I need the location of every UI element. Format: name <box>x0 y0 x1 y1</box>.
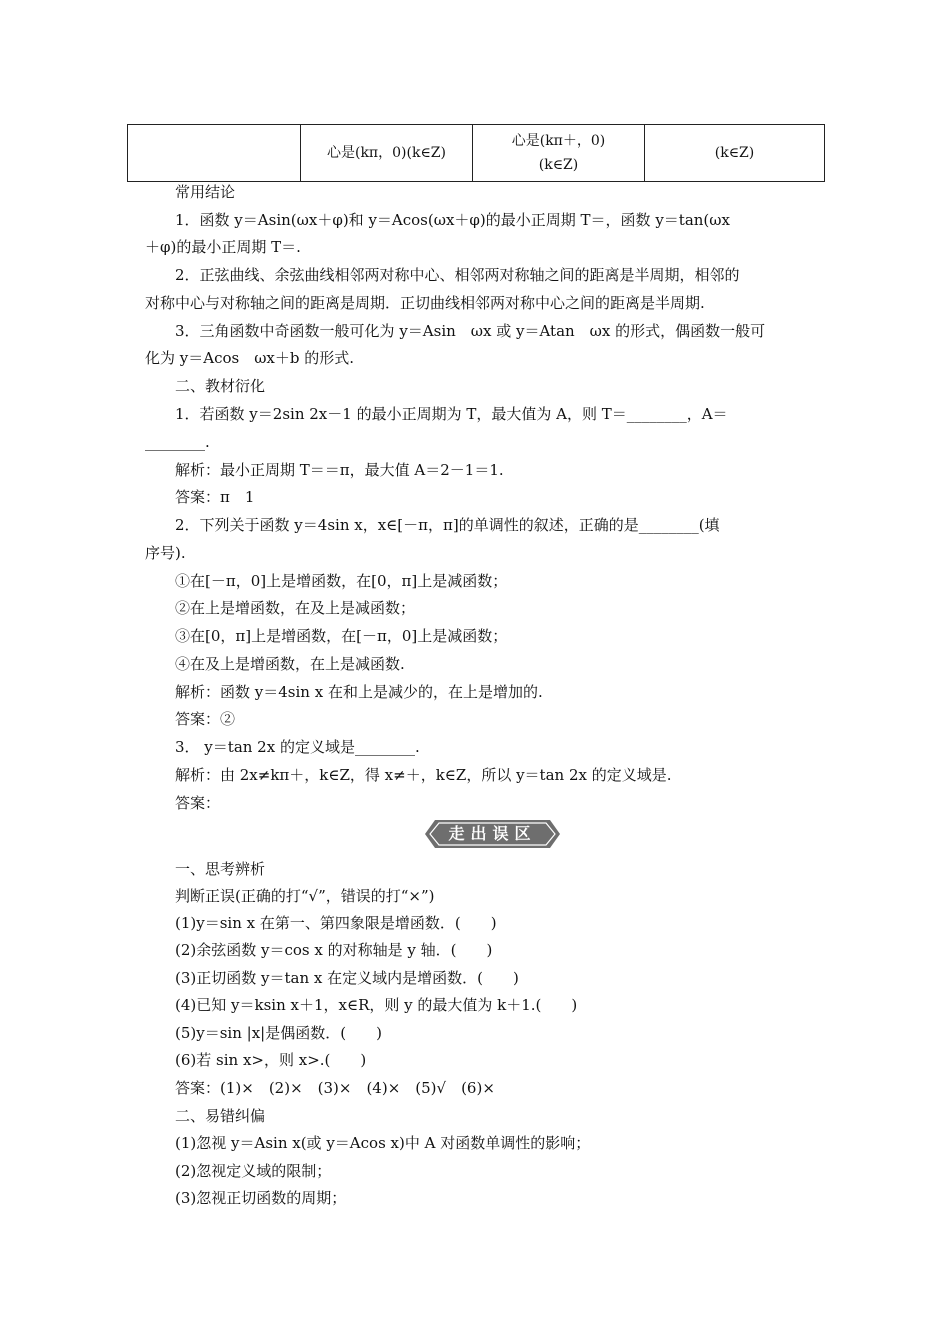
question-2-line1: 2．下列关于函数 y＝4sin x，x∈[－π，π]的单调性的叙述，正确的是________(填 <box>175 516 720 534</box>
question-1-line1: 1．若函数 y＝2sin 2x－1 的最小正周期为 T，最大值为 A，则 T＝________，A＝ <box>175 405 728 423</box>
error-item-1: (1)忽视 y＝Asin x(或 y＝Acos x)中 A 对函数单调性的影响； <box>175 1134 591 1152</box>
question-2-answer: 答案：② <box>175 710 236 728</box>
table-cell-cos-center <box>473 125 645 182</box>
table-cell-sin-center: 心是(kπ，0)(k∈Z) <box>301 125 473 182</box>
question-1-analysis: 解析：最小正周期 T＝＝π，最大值 A＝2－1＝1. <box>175 461 504 479</box>
judge-item-6: (6)若 sin x>，则 x>.( ) <box>175 1051 367 1069</box>
property-table <box>127 124 825 182</box>
table-cell-cos-center-line2: (k∈Z) <box>538 157 579 173</box>
table-cell-empty <box>128 125 301 182</box>
question-3-answer: 答案： <box>175 794 221 812</box>
question-3-analysis: 解析：由 2x≠kπ＋，k∈Z，得 x≠＋，k∈Z，所以 y＝tan 2x 的定义域是. <box>175 766 672 784</box>
question-2-line2: 序号). <box>145 544 186 562</box>
question-2-option-1: ①在[－π，0]上是增函数，在[0，π]上是减函数； <box>175 572 508 590</box>
judge-item-4: (4)已知 y＝ksin x＋1，x∈R，则 y 的最大值为 k＋1.( ) <box>175 996 578 1014</box>
question-2-option-2: ②在上是增函数，在及上是减函数； <box>175 599 416 617</box>
conclusion-1-line2: ＋φ)的最小正周期 T＝. <box>145 238 301 256</box>
judge-item-1: (1)y＝sin x 在第一、第四象限是增函数．( ) <box>175 914 497 932</box>
error-item-2: (2)忽视定义域的限制； <box>175 1162 332 1180</box>
section-banner <box>425 820 560 848</box>
judge-instructions: 判断正误(正确的打“√”，错误的打“×”) <box>175 887 435 905</box>
question-1-answer: 答案：π 1 <box>175 488 255 506</box>
table-cell-cos-center-line1: 心是(kπ＋，0) <box>511 133 606 149</box>
judge-answers: 答案：(1)× (2)× (3)× (4)× (5)√ (6)× <box>175 1079 495 1097</box>
banner-label: 走出误区 <box>448 824 537 843</box>
conclusion-2-line1: 2．正弦曲线、余弦曲线相邻两对称中心、相邻两对称轴之间的距离是半周期，相邻的 <box>175 266 740 284</box>
judge-item-2: (2)余弦函数 y＝cos x 的对称轴是 y 轴．( ) <box>175 941 493 959</box>
question-2-option-3: ③在[0，π]上是增函数，在[－π，0]上是减函数； <box>175 627 508 645</box>
question-1-line2: ________. <box>145 433 210 451</box>
conclusion-2-line2: 对称中心与对称轴之间的距离是周期．正切曲线相邻两对称中心之间的距离是半周期. <box>145 294 705 312</box>
judge-item-3: (3)正切函数 y＝tan x 在定义域内是增函数．( ) <box>175 969 519 987</box>
question-2-option-4: ④在及上是增函数，在上是减函数. <box>175 655 405 673</box>
conclusion-3-line2: 化为 y＝Acos ωx＋b 的形式. <box>145 349 355 367</box>
section-heading-common-conclusions: 常用结论 <box>175 183 236 201</box>
section-heading-textbook: 二、教材衍化 <box>175 377 266 395</box>
table-cell-tan-center: (k∈Z) <box>645 125 825 182</box>
error-item-3: (3)忽视正切函数的周期； <box>175 1189 347 1207</box>
judge-item-5: (5)y＝sin |x|是偶函数．( ) <box>175 1024 382 1042</box>
section-heading-errors: 二、易错纠偏 <box>175 1107 266 1125</box>
conclusion-3-line1: 3．三角函数中奇函数一般可化为 y＝Asin ωx 或 y＝Atan ωx 的形式，偶函数一般可 <box>175 322 766 340</box>
question-2-analysis: 解析：函数 y＝4sin x 在和上是减少的，在上是增加的. <box>175 683 543 701</box>
question-3-line1: 3． y＝tan 2x 的定义域是________. <box>175 738 420 756</box>
section-heading-thinking: 一、思考辨析 <box>175 860 266 878</box>
conclusion-1-line1: 1．函数 y＝Asin(ωx＋φ)和 y＝Acos(ωx＋φ)的最小正周期 T＝，函数 y＝tan(ωx <box>175 211 730 229</box>
